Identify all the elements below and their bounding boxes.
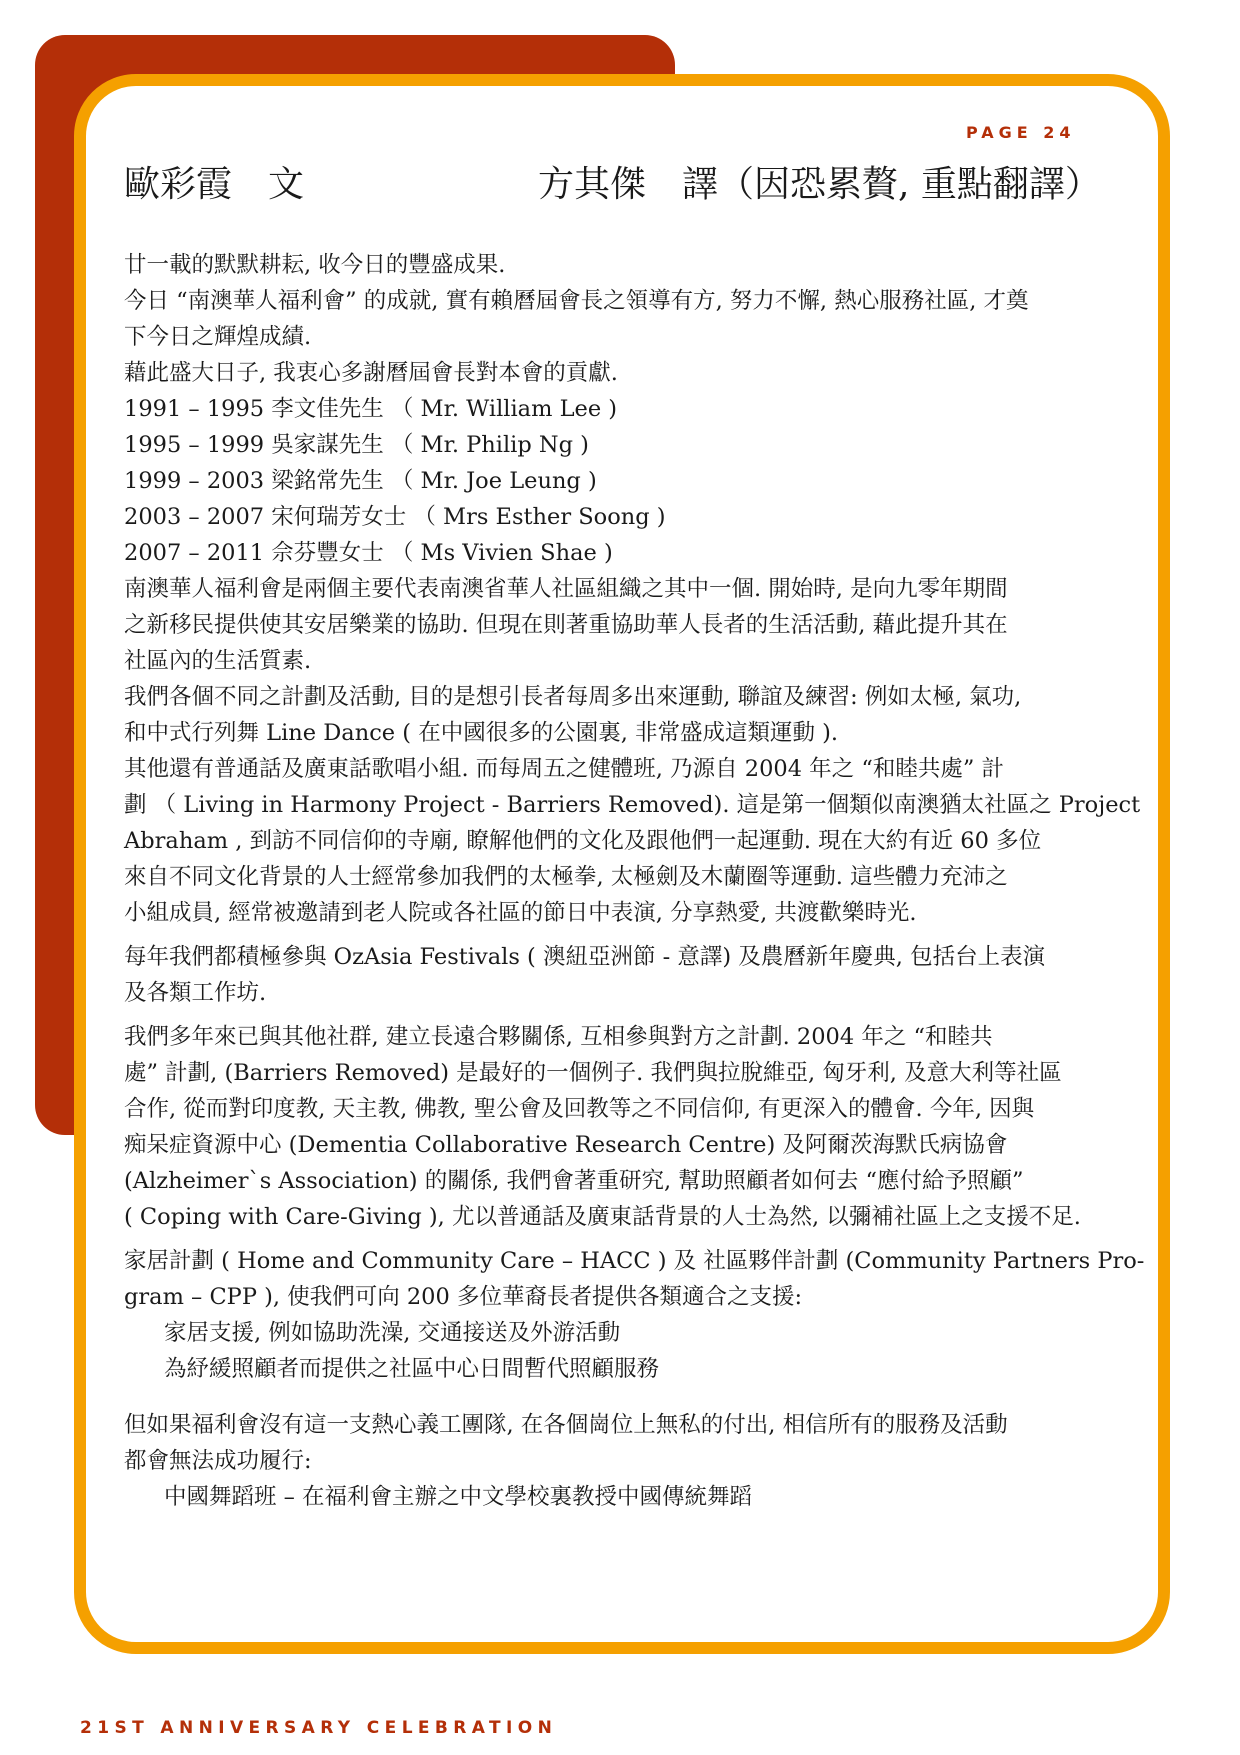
body-line: 每年我們都積極參與 OzAsia Festivals ( 澳紐亞洲節 - 意譯) 及農曆新年慶典, 包括台上表演: [124, 944, 1046, 970]
body-line: 廿一載的默默耕耘, 收今日的豐盛成果.: [124, 252, 506, 278]
body-line: 其他還有普通話及廣東話歌唱小組. 而每周五之健體班, 乃源自 2004 年之 “和睦共處” 計: [124, 756, 1004, 782]
president-line: 2007 – 2011 佘芬豐女士 （ Ms Vivien Shae ): [124, 540, 613, 566]
body-line: (Alzheimer`s Association) 的關係, 我們會著重研究, 幫助照顧者如何去 “應付給予照顧”: [124, 1168, 1024, 1194]
body-line: 下今日之輝煌成績.: [124, 324, 312, 350]
president-line: 1991 – 1995 李文佳先生 （ Mr. William Lee ): [124, 396, 618, 422]
body-line: 都會無法成功履行:: [124, 1448, 312, 1474]
service-item: 為紓緩照顧者而提供之社區中心日間暫代照顧服務: [164, 1356, 660, 1382]
president-line: 1999 – 2003 梁銘常先生 （ Mr. Joe Leung ): [124, 468, 597, 494]
body-line: 和中式行列舞 Line Dance ( 在中國很多的公園裏, 非常盛成這類運動 ).: [124, 720, 839, 746]
body-line: 之新移民提供使其安居樂業的協助. 但現在則著重協助華人長者的生活活動, 藉此提升其在: [124, 612, 1008, 638]
body-line: 小組成員, 經常被邀請到老人院或各社區的節日中表演, 分享熱愛, 共渡歡樂時光.: [124, 900, 917, 926]
body-line: 劃 （ Living in Harmony Project - Barriers Removed). 這是第一個類似南澳猶太社區之 Project: [124, 792, 1141, 818]
body-line: 但如果福利會沒有這一支熱心義工團隊, 在各個崗位上無私的付出, 相信所有的服務及活動: [124, 1412, 1008, 1438]
service-item: 中國舞蹈班 – 在福利會主辦之中文學校裏教授中國傳統舞蹈: [164, 1484, 753, 1510]
body-line: 藉此盛大日子, 我衷心多謝曆屆會長對本會的貢獻.: [124, 360, 618, 386]
president-line: 1995 – 1999 吳家謀先生 （ Mr. Philip Ng ): [124, 432, 589, 458]
page-number: PAGE 24: [966, 123, 1076, 142]
body-line: gram – CPP ), 使我們可向 200 多位華裔長者提供各類適合之支援:: [124, 1284, 803, 1310]
body-line: 南澳華人福利會是兩個主要代表南澳省華人社區組織之其中一個. 開始時, 是向九零年期間: [124, 576, 1008, 602]
footer-celebration: 21ST ANNIVERSARY CELEBRATION: [80, 1718, 558, 1738]
body-line: 痴呆症資源中心 (Dementia Collaborative Research Centre) 及阿爾茨海默氏病協會: [124, 1132, 1008, 1158]
translator-heading: 方其傑 譯（因恐累贅, 重點翻譯）: [538, 164, 1101, 205]
body-line: 處” 計劃, (Barriers Removed) 是最好的一個例子. 我們與拉脫維亞, 匈牙利, 及意大利等社區: [124, 1060, 1062, 1086]
body-line: 我們多年來已與其他社群, 建立長遠合夥關係, 互相參與對方之計劃. 2004 年之 “和睦共: [124, 1024, 993, 1050]
president-line: 2003 – 2007 宋何瑞芳女士 （ Mrs Esther Soong ): [124, 504, 666, 530]
body-line: 我們各個不同之計劃及活動, 目的是想引長者每周多出來運動, 聯誼及練習: 例如太極, 氣功,: [124, 684, 1022, 710]
body-line: 及各類工作坊.: [124, 980, 267, 1006]
body-line: 社區內的生活質素.: [124, 648, 312, 674]
body-line: 來自不同文化背景的人士經常參加我們的太極拳, 太極劍及木蘭圈等運動. 這些體力充沛之: [124, 864, 1008, 890]
body-line: 家居計劃 ( Home and Community Care – HACC ) 及 社區夥伴計劃 (Community Partners Pro-: [124, 1248, 1145, 1274]
body-line: 合作, 從而對印度教, 天主教, 佛教, 聖公會及回教等之不同信仰, 有更深入的體會. 今年, 因與: [124, 1096, 1035, 1122]
body-line: Abraham , 到訪不同信仰的寺廟, 瞭解他們的文化及跟他們一起運動. 現在大約有近 60 多位: [124, 828, 1042, 854]
author-heading: 歐彩霞 文: [124, 164, 305, 205]
service-item: 家居支援, 例如協助洗澡, 交通接送及外游活動: [164, 1320, 621, 1346]
body-line: ( Coping with Care-Giving ), 尤以普通話及廣東話背景的人士為然, 以彌補社區上之支援不足.: [124, 1204, 1081, 1230]
body-line: 今日 “南澳華人福利會” 的成就, 實有賴曆屆會長之領導有方, 努力不懈, 熱心服務社區, 才奠: [124, 288, 1029, 314]
